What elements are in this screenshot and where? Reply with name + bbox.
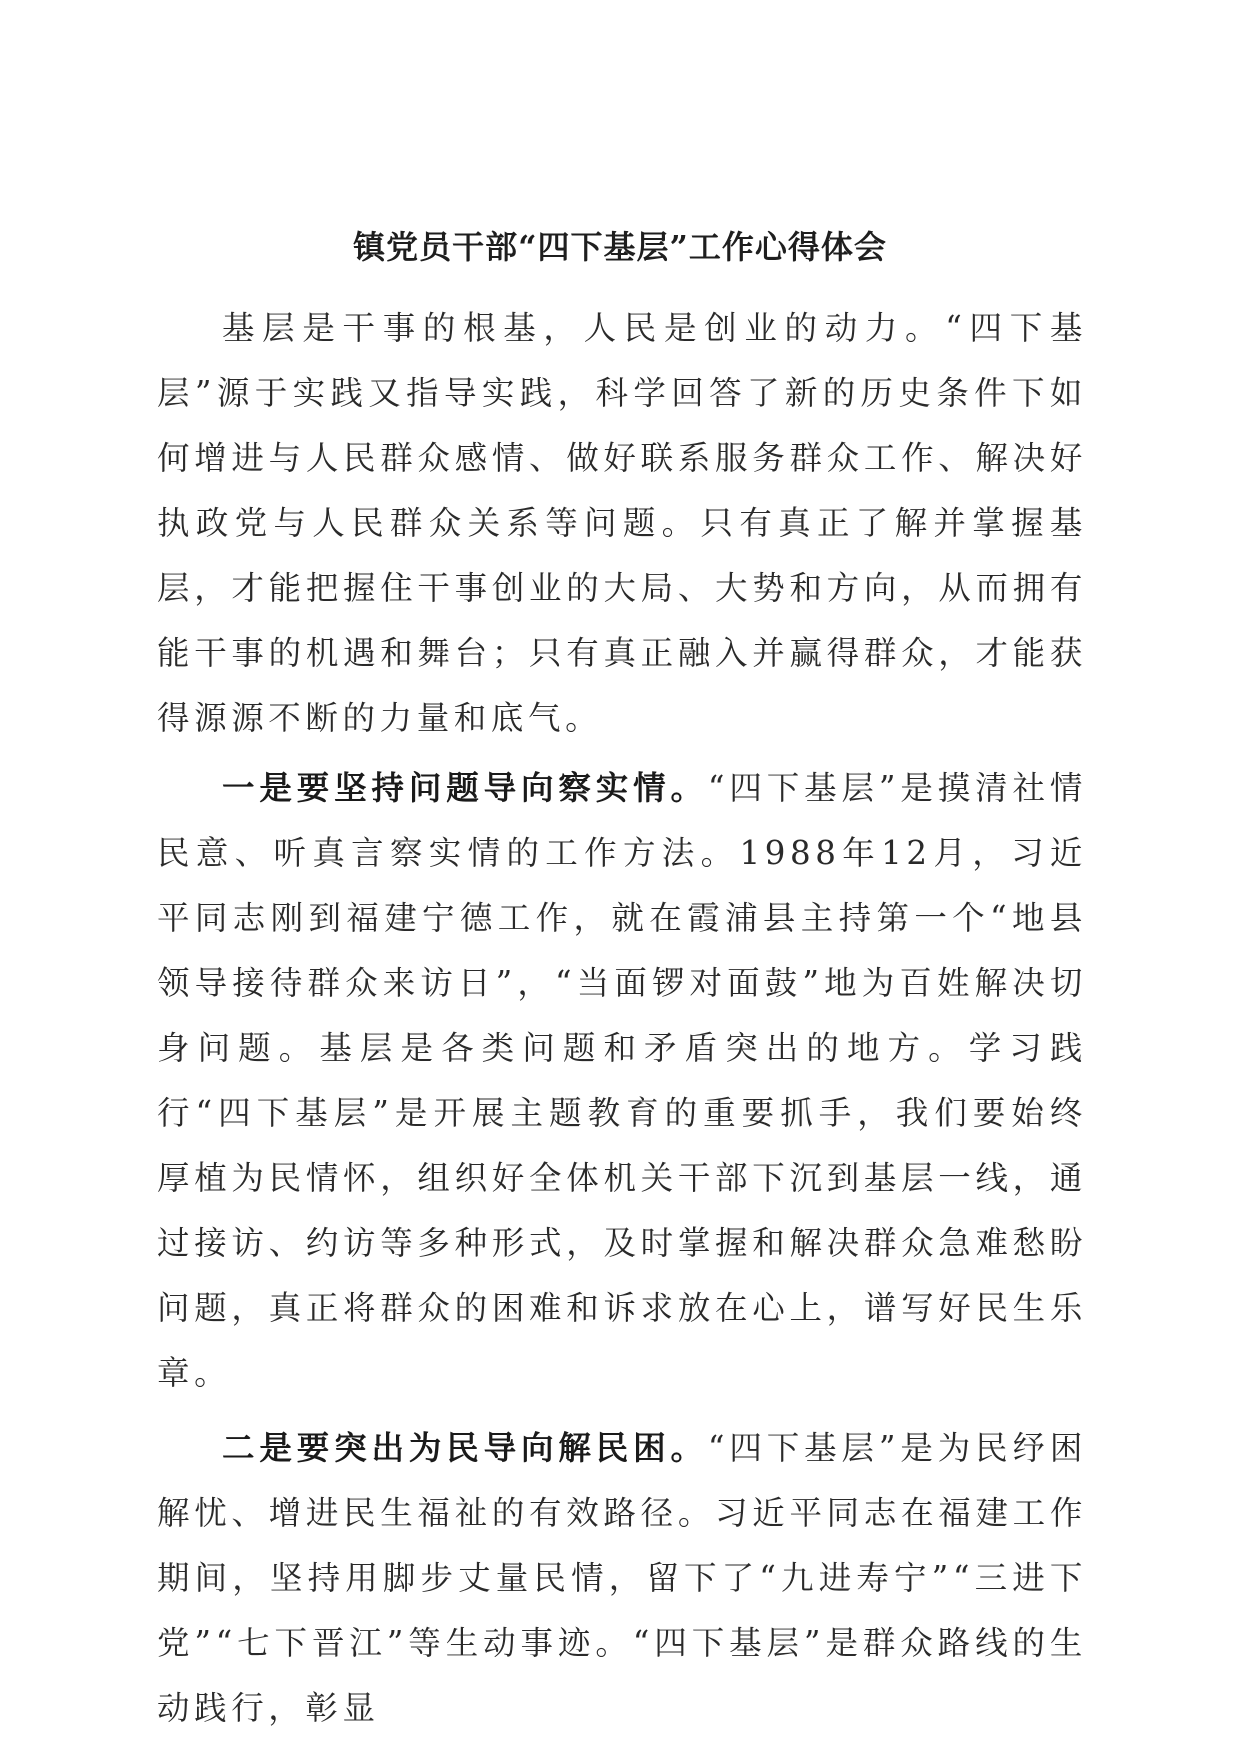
paragraph-point-two-text: “四下基层”是为民纾困解忧、增进民生福祉的有效路径。习近平同志在福建工作期间，坚持用脚步丈量民情，留下了“九进寿宁”“三进下党”“七下晋江”等生动事迹。“四下基层”是群众路线的生动践行，彰显: [157, 1429, 1087, 1727]
paragraph-point-two-lead: 二是要突出为民导向解民困。: [222, 1428, 708, 1467]
paragraph-intro-text: 基层是干事的根基，人民是创业的动力。“四下基层”源于实践又指导实践，科学回答了新的历史条件下如何增进与人民群众感情、做好联系服务群众工作、解决好执政党与人民群众关系等问题。只有真正了解并掌握基层，才能把握住干事创业的大局、大势和方向，从而拥有能干事的机遇和舞台；只有真正融入并赢得群众，才能获得源源不断的力量和底气。: [157, 309, 1087, 737]
document-title: 镇党员干部“四下基层”工作心得体会: [353, 228, 887, 266]
paragraph-point-one-text: “四下基层”是摸清社情民意、听真言察实情的工作方法。1988年12月，习近平同志刚到福建宁德工作，就在霞浦县主持第一个“地县领导接待群众来访日”，“当面锣对面鼓”地为百姓解决切身问题。基层是各类问题和矛盾突出的地方。学习践行“四下基层”是开展主题教育的重要抓手，我们要始终厚植为民情怀，组织好全体机关干部下沉到基层一线，通过接访、约访等多种形式，及时掌握和解决群众急难愁盼问题，真正将群众的困难和诉求放在心上，谱写好民生乐章。: [157, 769, 1087, 1392]
document-body: [157, 296, 1087, 1741]
paragraph-point-one: [157, 755, 1087, 1406]
paragraph-intro: [157, 296, 1087, 751]
paragraph-point-two: [157, 1415, 1087, 1741]
paragraph-point-one-lead: 一是要坚持问题导向察实情。: [222, 768, 708, 807]
